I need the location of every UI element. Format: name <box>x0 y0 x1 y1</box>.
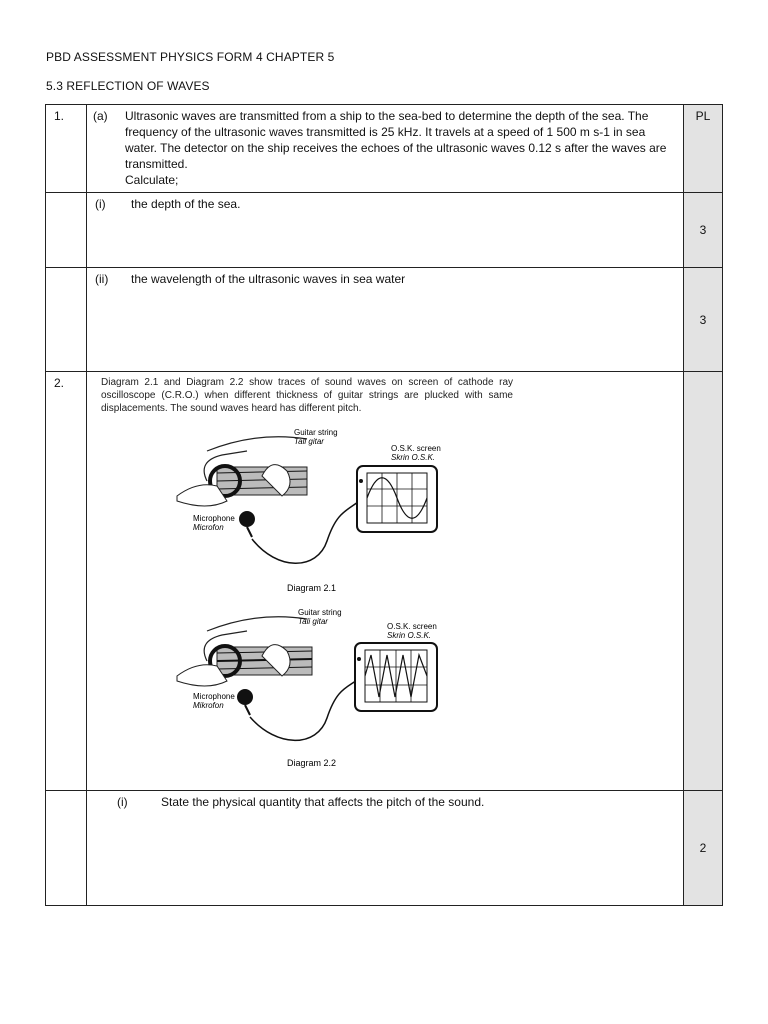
question-number-empty <box>46 791 87 906</box>
diagram-caption: Diagram 2.1 <box>287 583 337 593</box>
pl-empty <box>684 372 723 791</box>
question-intro: Diagram 2.1 and Diagram 2.2 show traces of sound waves on screen of cathode ray oscilloscope (C.R.O.) when different thickness of guitar strings are plucked with same displacements. The sound waves heard has different pitch. <box>101 377 513 414</box>
question-number-empty <box>46 193 87 268</box>
sub-label: (i) <box>117 795 128 809</box>
pl-header: PL <box>684 105 723 193</box>
pl-score: 3 <box>684 193 723 268</box>
question-text: Ultrasonic waves are transmitted from a ship to the sea-bed to determine the depth of the sea. The frequency of the ultrasonic waves transmitted is 25 kHz. It travels at a speed of 1 500 m s-1 in sea water. The detector on the ship receives the echoes of the ultrasonic waves 0.12 s after the waves are transmitted. <box>125 109 667 171</box>
answer-cell[interactable] <box>87 268 684 372</box>
string-label: Guitar string <box>298 608 342 617</box>
diagram-2-2 <box>167 603 487 778</box>
question-number-empty <box>46 268 87 372</box>
diagram-caption: Diagram 2.2 <box>287 758 337 768</box>
sub-question-text: State the physical quantity that affects the pitch of the sound. <box>161 795 485 809</box>
table-row <box>46 105 723 193</box>
table-row <box>46 193 723 268</box>
mic-label: Microphone <box>193 514 235 523</box>
screen-label: O.S.K. screen <box>387 622 437 631</box>
sub-question-text: the depth of the sea. <box>131 197 241 211</box>
question-table <box>45 104 723 906</box>
sub-question-text: the wavelength of the ultrasonic waves in sea water <box>131 272 406 286</box>
part-label: (a) <box>93 109 108 123</box>
question-cell <box>87 372 684 791</box>
section-title: 5.3 REFLECTION OF WAVES <box>46 79 210 93</box>
sub-label: (i) <box>95 197 106 211</box>
question-number: 2. <box>46 372 87 791</box>
answer-cell[interactable] <box>87 193 684 268</box>
answer-cell[interactable] <box>87 791 684 906</box>
screen-label-ms: Skrin O.S.K. <box>391 453 436 462</box>
table-row <box>46 791 723 906</box>
diagram-2-1 <box>167 421 487 601</box>
screen-label-ms: Skrin O.S.K. <box>387 631 432 640</box>
mic-label: Microphone <box>193 692 235 701</box>
mic-label-ms: Microfon <box>193 523 224 532</box>
screen-label: O.S.K. screen <box>391 444 441 453</box>
mic-label-ms: Mikrofon <box>193 701 224 710</box>
string-label-ms: Tali gitar <box>294 437 324 446</box>
pl-score: 3 <box>684 268 723 372</box>
table-row <box>46 372 723 791</box>
string-label: Guitar string <box>294 428 338 437</box>
question-number: 1. <box>46 105 87 193</box>
pl-score: 2 <box>684 791 723 906</box>
question-cell <box>87 105 684 193</box>
string-label-ms: Tali gitar <box>298 617 328 626</box>
sub-label: (ii) <box>95 272 109 286</box>
document-title: PBD ASSESSMENT PHYSICS FORM 4 CHAPTER 5 <box>46 50 335 64</box>
calculate-prompt: Calculate; <box>125 173 179 187</box>
table-row <box>46 268 723 372</box>
